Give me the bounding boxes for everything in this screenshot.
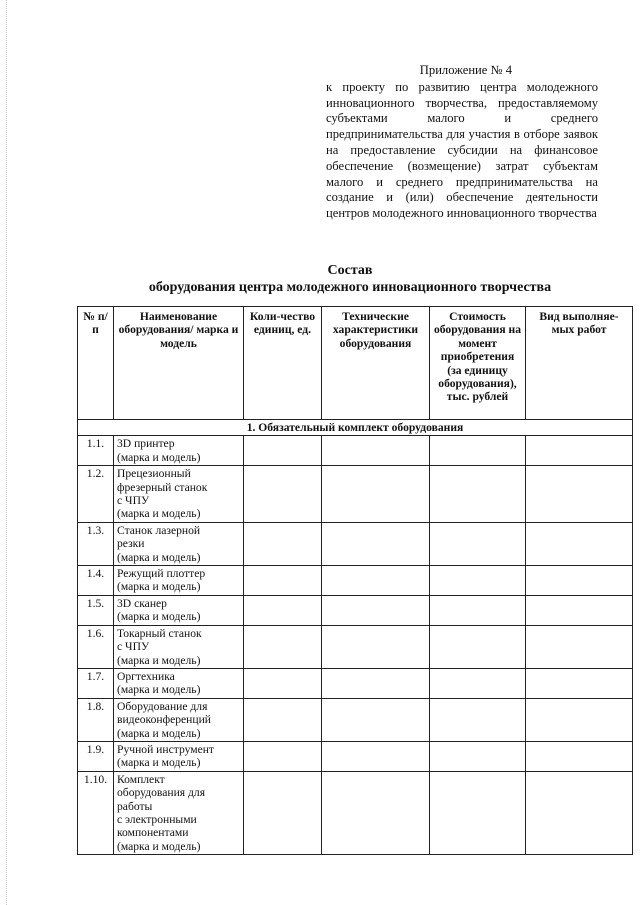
equipment-name-line: Комплект bbox=[117, 772, 165, 786]
row-equipment-name bbox=[114, 771, 244, 854]
row-number: 1.10. bbox=[78, 771, 114, 854]
row-number: 1.7. bbox=[78, 668, 114, 698]
row-cost[interactable] bbox=[430, 566, 526, 596]
row-work-type[interactable] bbox=[526, 466, 633, 523]
row-quantity[interactable] bbox=[244, 522, 322, 565]
row-equipment-name bbox=[114, 595, 244, 625]
row-work-type[interactable] bbox=[526, 566, 633, 596]
row-specs[interactable] bbox=[322, 595, 430, 625]
equipment-name-line: Режущий плоттер bbox=[117, 567, 206, 581]
equipment-name-line: (марка и модель) bbox=[117, 653, 201, 667]
equipment-name-line: с ЧПУ bbox=[117, 494, 150, 508]
equipment-name-line: Прецезионный bbox=[117, 467, 191, 481]
row-equipment-name bbox=[114, 741, 244, 771]
equipment-name-line: (марка и модель) bbox=[117, 839, 201, 853]
document-title-line1: Состав bbox=[327, 263, 373, 278]
row-quantity[interactable] bbox=[244, 698, 322, 741]
row-specs[interactable] bbox=[322, 771, 430, 854]
row-cost[interactable] bbox=[430, 668, 526, 698]
equipment-table bbox=[77, 306, 633, 855]
row-cost[interactable] bbox=[430, 771, 526, 854]
table-header-row bbox=[78, 307, 633, 420]
row-work-type[interactable] bbox=[526, 436, 633, 466]
appendix-title: Приложение № 4 bbox=[419, 63, 512, 77]
equipment-name-line: с электронными bbox=[117, 812, 197, 826]
table-row bbox=[78, 668, 633, 698]
table-row bbox=[78, 595, 633, 625]
equipment-name-line: Оборудование для bbox=[117, 699, 208, 713]
row-quantity[interactable] bbox=[244, 771, 322, 854]
row-quantity[interactable] bbox=[244, 741, 322, 771]
document-title-line2: оборудования центра молодежного инновационного творчества bbox=[148, 280, 552, 295]
row-cost[interactable] bbox=[430, 522, 526, 565]
equipment-name-line: (марка и модель) bbox=[117, 580, 201, 594]
table-row bbox=[78, 771, 633, 854]
equipment-name-line: (марка и модель) bbox=[117, 550, 201, 564]
row-quantity[interactable] bbox=[244, 595, 322, 625]
header-name: Наименование оборудования/ марка и модель bbox=[114, 307, 244, 420]
row-number: 1.4. bbox=[78, 566, 114, 596]
equipment-name-line: работы bbox=[117, 799, 153, 813]
row-equipment-name bbox=[114, 698, 244, 741]
table-row bbox=[78, 625, 633, 668]
appendix-block bbox=[326, 63, 598, 222]
row-cost[interactable] bbox=[430, 625, 526, 668]
equipment-name-line: (марка и модель) bbox=[117, 726, 201, 740]
header-cost: Стоимость оборудования на момент приобретения (за единицу оборудования), тыс. рублей bbox=[430, 307, 526, 420]
row-number: 1.3. bbox=[78, 522, 114, 565]
row-number: 1.9. bbox=[78, 741, 114, 771]
row-specs[interactable] bbox=[322, 668, 430, 698]
row-equipment-name bbox=[114, 668, 244, 698]
row-equipment-name bbox=[114, 522, 244, 565]
row-quantity[interactable] bbox=[244, 668, 322, 698]
table-row bbox=[78, 741, 633, 771]
row-specs[interactable] bbox=[322, 625, 430, 668]
row-work-type[interactable] bbox=[526, 522, 633, 565]
row-equipment-name bbox=[114, 566, 244, 596]
row-number: 1.2. bbox=[78, 466, 114, 523]
row-equipment-name bbox=[114, 466, 244, 523]
equipment-name-line: Станок лазерной bbox=[117, 523, 201, 537]
equipment-name-line: резки bbox=[117, 537, 145, 551]
table-row bbox=[78, 566, 633, 596]
row-number: 1.5. bbox=[78, 595, 114, 625]
row-cost[interactable] bbox=[430, 466, 526, 523]
equipment-name-line: (марка и модель) bbox=[117, 683, 201, 697]
equipment-name-line: (марка и модель) bbox=[117, 756, 201, 770]
appendix-text: к проекту по развитию центра молодежного инновационного творчества, предоставляемому субъектами малого и среднего предпринимательства для участия в отборе заявок на предоставление субсидии на финансовое обеспечение (возмещение) затрат субъектам малого и среднего предпринимательства на создание и (или) обеспечение деятельности центров молодежного инновационного творчества bbox=[326, 79, 598, 221]
scan-margin-marks bbox=[6, 0, 11, 905]
row-number: 1.1. bbox=[78, 436, 114, 466]
row-work-type[interactable] bbox=[526, 625, 633, 668]
row-quantity[interactable] bbox=[244, 625, 322, 668]
section-row bbox=[78, 420, 633, 436]
row-equipment-name bbox=[114, 436, 244, 466]
row-cost[interactable] bbox=[430, 595, 526, 625]
equipment-name-line: Ручной инструмент bbox=[117, 742, 214, 756]
equipment-name-line: (марка и модель) bbox=[117, 507, 201, 521]
row-specs[interactable] bbox=[322, 741, 430, 771]
equipment-name-line: (марка и модель) bbox=[117, 450, 201, 464]
header-quantity: Коли-чество единиц, ед. bbox=[244, 307, 322, 420]
section-title: 1. Обязательный комплект оборудования bbox=[78, 420, 633, 436]
row-quantity[interactable] bbox=[244, 566, 322, 596]
row-work-type[interactable] bbox=[526, 698, 633, 741]
table-row bbox=[78, 466, 633, 523]
equipment-name-line: компонентами bbox=[117, 826, 189, 840]
equipment-name-line: (марка и модель) bbox=[117, 610, 201, 624]
row-work-type[interactable] bbox=[526, 741, 633, 771]
header-number: № п/п bbox=[78, 307, 114, 420]
row-equipment-name bbox=[114, 625, 244, 668]
document-title bbox=[60, 262, 640, 296]
equipment-name-line: 3D принтер bbox=[117, 437, 175, 451]
row-cost[interactable] bbox=[430, 741, 526, 771]
row-quantity[interactable] bbox=[244, 436, 322, 466]
row-number: 1.6. bbox=[78, 625, 114, 668]
header-work-type: Вид выполняе-мых работ bbox=[526, 307, 633, 420]
row-work-type[interactable] bbox=[526, 668, 633, 698]
row-specs[interactable] bbox=[322, 466, 430, 523]
equipment-name-line: Оргтехника bbox=[117, 669, 175, 683]
equipment-name-line: оборудования для bbox=[117, 786, 206, 800]
row-specs[interactable] bbox=[322, 698, 430, 741]
table-row bbox=[78, 698, 633, 741]
row-quantity[interactable] bbox=[244, 466, 322, 523]
table-row bbox=[78, 522, 633, 565]
row-specs[interactable] bbox=[322, 566, 430, 596]
equipment-name-line: фрезерный станок bbox=[117, 480, 208, 494]
equipment-name-line: Токарный станок bbox=[117, 626, 202, 640]
row-work-type[interactable] bbox=[526, 595, 633, 625]
table-row bbox=[78, 436, 633, 466]
row-cost[interactable] bbox=[430, 436, 526, 466]
row-specs[interactable] bbox=[322, 436, 430, 466]
row-work-type[interactable] bbox=[526, 771, 633, 854]
row-number: 1.8. bbox=[78, 698, 114, 741]
row-specs[interactable] bbox=[322, 522, 430, 565]
header-specs: Технические характеристики оборудования bbox=[322, 307, 430, 420]
row-cost[interactable] bbox=[430, 698, 526, 741]
equipment-name-line: с ЧПУ bbox=[117, 640, 150, 654]
equipment-name-line: видеоконференций bbox=[117, 713, 211, 727]
equipment-name-line: 3D сканер bbox=[117, 596, 167, 610]
